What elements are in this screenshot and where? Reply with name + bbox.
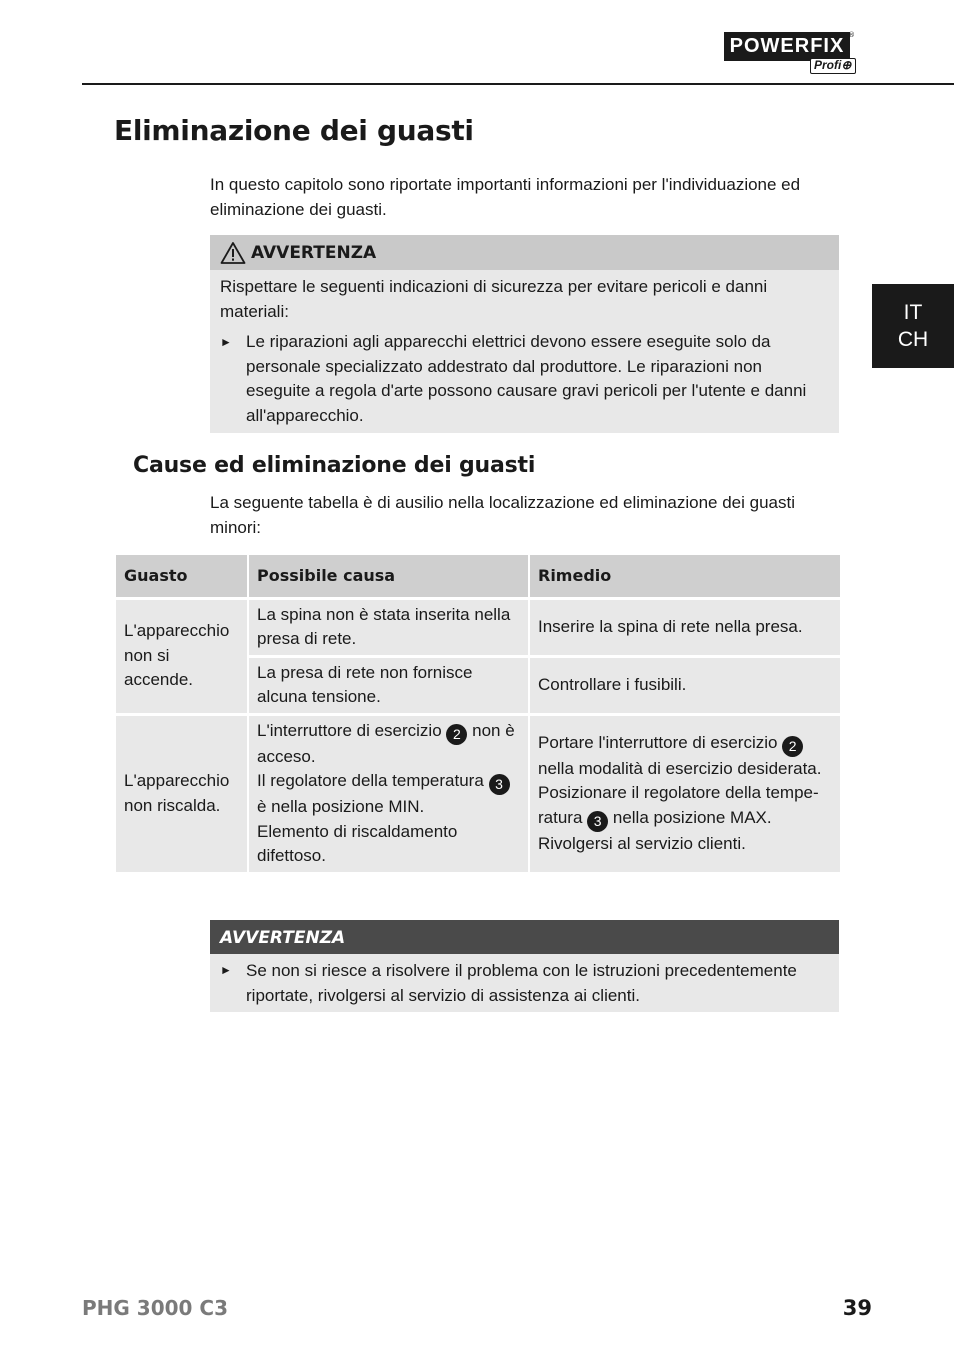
- remedy-text: Rivolgersi al servizio clienti.: [538, 833, 746, 853]
- note-body: [210, 954, 839, 1008]
- warning-body: [210, 270, 839, 428]
- cause-text: è nella posizione MIN.: [257, 797, 425, 816]
- logo-trademark: ®: [848, 31, 855, 39]
- number-2-icon: 2: [446, 724, 467, 745]
- remedy-cell: Inserire la spina di rete nella presa.: [529, 598, 840, 656]
- remedy-cell: Controllare i fusibili.: [529, 656, 840, 714]
- note-box: [210, 920, 839, 1012]
- number-3-icon: 3: [489, 774, 510, 795]
- number-3-icon: 3: [587, 811, 608, 832]
- language-tab: [872, 284, 954, 368]
- bullet-arrow-icon: ►: [220, 335, 232, 349]
- remedy-text: Posizionare il regolatore della tempe-ratura: [538, 783, 819, 827]
- remedy-text: nella posizione MAX.: [608, 807, 772, 827]
- warning-header: [210, 235, 839, 270]
- header-cause: Possibile causa: [248, 555, 529, 598]
- cause-cell: La presa di rete non fornisce alcuna tensione.: [248, 656, 529, 714]
- header-remedy: Rimedio: [529, 555, 840, 598]
- header-fault: Guasto: [116, 555, 248, 598]
- header-divider: [82, 83, 954, 85]
- table-row: [116, 598, 840, 656]
- note-text: Se non si riesce a risolvere il problema con le istruzioni precedentemente riportate, rivolgersi al servizio di assistenza ai clienti.: [246, 961, 797, 1005]
- bullet-arrow-icon: ►: [220, 963, 232, 977]
- page-number: 39: [842, 1296, 872, 1320]
- warning-bullet: [220, 330, 829, 428]
- section-heading: Cause ed eliminazione dei guasti: [133, 453, 536, 478]
- warning-box: [210, 235, 839, 433]
- cause-text: Elemento di riscaldamento difettoso.: [257, 821, 458, 865]
- cause-cell: La spina non è stata inserita nella presa di rete.: [248, 598, 529, 656]
- cause-text: Il regolatore della temperatura: [257, 771, 489, 790]
- fault-cell: L'apparecchio non riscalda.: [116, 714, 248, 873]
- logo-sub-text: Profi⊕: [810, 58, 856, 74]
- warning-triangle-icon: [220, 241, 246, 265]
- language-tab-line1: IT: [903, 301, 923, 324]
- warning-text: Rispettare le seguenti indicazioni di sicurezza per evitare pericoli e danni materiali:: [220, 277, 768, 321]
- intro-paragraph: In questo capitolo sono riportate importanti informazioni per l'individuazione ed eliminazione dei guasti.: [210, 175, 801, 219]
- number-2-icon: 2: [782, 736, 803, 757]
- troubleshooting-table: [116, 555, 840, 875]
- warning-bullet-text: Le riparazioni agli apparecchi elettrici devono essere eseguite solo da personale specializzato addestrato dal produttore. Le riparazioni non eseguite a regola d'arte possono causare gravi pericoli per l'utente e danni all'apparecchio.: [246, 332, 807, 425]
- cause-text: L'interruttore di esercizio: [257, 720, 447, 740]
- cause-cell: [248, 714, 529, 873]
- cause-text: non è acceso.: [257, 720, 515, 766]
- page-title: Eliminazione dei guasti: [114, 114, 474, 147]
- table-row: [116, 714, 840, 873]
- remedy-text: Portare l'interruttore di esercizio: [538, 732, 783, 752]
- note-bullet: [220, 958, 829, 1008]
- brand-logo: [724, 32, 870, 76]
- remedy-text: nella modalità di esercizio desiderata.: [538, 758, 822, 778]
- warning-label: AVVERTENZA: [251, 242, 377, 263]
- note-header: AVVERTENZA: [210, 920, 839, 954]
- table-header-row: [116, 555, 840, 598]
- language-tab-line2: CH: [897, 328, 929, 351]
- footer-model: PHG 3000 C3: [82, 1296, 228, 1320]
- fault-cell: L'apparecchio non si accende.: [116, 598, 248, 714]
- remedy-cell: [529, 714, 840, 873]
- section-intro: La seguente tabella è di ausilio nella localizzazione ed eliminazione dei guasti minori:: [210, 493, 795, 537]
- logo-main-text: POWERFIX: [724, 32, 850, 61]
